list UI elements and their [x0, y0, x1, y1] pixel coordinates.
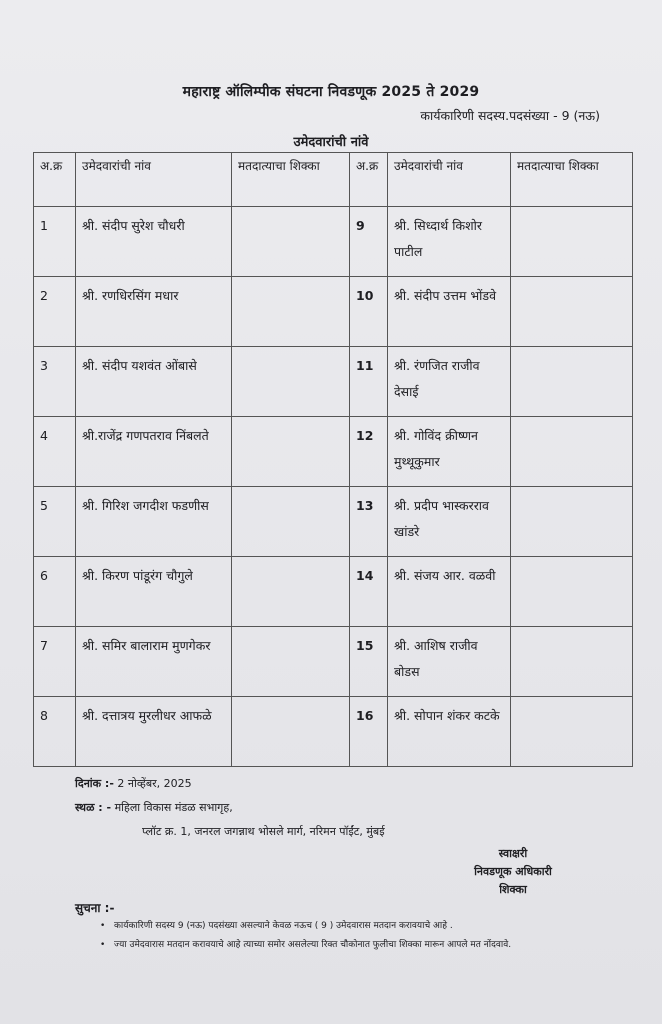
date-label: दिनांक :-	[75, 777, 114, 790]
table-row	[34, 487, 633, 557]
note-text: ज्या उमेदवारास मतदान करावयाचे आहे त्याच्या समोर असलेल्या रिक्त चौकोनात फुलीचा शिक्का मारून आपले मत नोंदवावे.	[114, 940, 512, 950]
signature-label: स्वाक्षरी	[498, 847, 528, 860]
returning-officer-label: निवडणूक अधिकारी	[474, 865, 552, 878]
candidate-name-cell: श्री. गोविंद क्रीष्णन मुथ्थूकुमार	[388, 417, 511, 487]
table-row	[34, 627, 633, 697]
candidate-name-cell: श्री. संदीप उत्तम भोंडवे	[388, 277, 511, 347]
header-serial-right: अ.क्र	[350, 153, 388, 207]
candidate-name-cell: श्री. संदीप सुरेश चौधरी	[76, 207, 232, 277]
stamp-box[interactable]	[232, 697, 350, 767]
serial-cell: 11	[350, 347, 388, 417]
notes-title: सुचना :-	[75, 901, 115, 915]
candidate-name-cell: श्री. आशिष राजीव बोडस	[388, 627, 511, 697]
table-row	[34, 207, 633, 277]
candidate-name-cell: श्री. संजय आर. वळवी	[388, 557, 511, 627]
stamp-box[interactable]	[511, 697, 633, 767]
page-title: महाराष्ट्र ऑलिम्पीक संघटना निवडणूक 2025 ते 2029	[182, 84, 480, 100]
serial-cell: 13	[350, 487, 388, 557]
candidates-heading: उमेदवारांची नांवे	[293, 135, 369, 150]
stamp-box[interactable]	[511, 207, 633, 277]
table-header-row	[34, 153, 633, 207]
candidate-name-cell: श्री. दत्तात्रय मुरलीधर आफळे	[76, 697, 232, 767]
serial-cell: 5	[34, 487, 76, 557]
place-value: महिला विकास मंडळ सभागृह,	[114, 801, 233, 814]
stamp-box[interactable]	[232, 627, 350, 697]
serial-cell: 14	[350, 557, 388, 627]
bullet-icon: •	[100, 921, 106, 931]
candidate-name-cell: श्री. प्रदीप भास्करराव खांडरे	[388, 487, 511, 557]
table-row	[34, 417, 633, 487]
candidate-name-cell: श्री. किरण पांडूरंग चौगुले	[76, 557, 232, 627]
serial-cell: 3	[34, 347, 76, 417]
table-row	[34, 697, 633, 767]
stamp-box[interactable]	[232, 347, 350, 417]
serial-cell: 8	[34, 697, 76, 767]
page-subtitle: कार्यकारिणी सदस्य.पदसंख्या - 9 (नऊ)	[420, 108, 600, 123]
candidate-name-cell: श्री. सोपान शंकर कटके	[388, 697, 511, 767]
candidate-name-cell: श्री.राजेंद्र गणपतराव निंबलते	[76, 417, 232, 487]
bullet-icon: •	[100, 940, 106, 950]
serial-cell: 10	[350, 277, 388, 347]
candidate-name-cell: श्री. समिर बालाराम मुणगेकर	[76, 627, 232, 697]
serial-cell: 16	[350, 697, 388, 767]
stamp-box[interactable]	[511, 627, 633, 697]
footer-date	[75, 776, 192, 791]
candidate-name-cell: श्री. गिरिश जगदीश फडणीस	[76, 487, 232, 557]
serial-cell: 15	[350, 627, 388, 697]
table-row	[34, 557, 633, 627]
stamp-box[interactable]	[511, 417, 633, 487]
note-text: कार्यकारिणी सदस्य 9 (नऊ) पदसंख्या असल्याने केवळ नऊच ( 9 ) उमेदवारास मतदान करावयाचे आहे .	[114, 921, 453, 931]
note-item	[100, 937, 511, 950]
stamp-box[interactable]	[232, 277, 350, 347]
footer-address: प्लॉट क्र. 1, जनरल जगन्नाथ भोसले मार्ग, नरिमन पॉईंट, मुंबई	[142, 825, 385, 838]
seal-label: शिक्का	[499, 883, 527, 896]
header-stamp-right: मतदात्याचा शिक्का	[511, 153, 633, 207]
footer-place	[75, 800, 233, 815]
table-row	[34, 277, 633, 347]
stamp-box[interactable]	[232, 207, 350, 277]
place-label: स्थळ : -	[75, 801, 112, 814]
serial-cell: 9	[350, 207, 388, 277]
candidates-table	[33, 152, 633, 767]
serial-cell: 1	[34, 207, 76, 277]
header-stamp-left: मतदात्याचा शिक्का	[232, 153, 350, 207]
stamp-box[interactable]	[511, 347, 633, 417]
candidate-name-cell: श्री. सिध्दार्थ किशोर पाटील	[388, 207, 511, 277]
candidate-name-cell: श्री. रणधिरसिंग मधार	[76, 277, 232, 347]
stamp-box[interactable]	[232, 487, 350, 557]
serial-cell: 4	[34, 417, 76, 487]
table-row	[34, 347, 633, 417]
serial-cell: 12	[350, 417, 388, 487]
header-name-left: उमेदवारांची नांव	[76, 153, 232, 207]
serial-cell: 7	[34, 627, 76, 697]
note-item	[100, 918, 453, 931]
stamp-box[interactable]	[232, 417, 350, 487]
stamp-box[interactable]	[511, 277, 633, 347]
date-value: 2 नोव्हेंबर, 2025	[117, 777, 192, 790]
serial-cell: 6	[34, 557, 76, 627]
stamp-box[interactable]	[511, 557, 633, 627]
serial-cell: 2	[34, 277, 76, 347]
candidate-name-cell: श्री. संदीप यशवंत ओंबासे	[76, 347, 232, 417]
header-serial-left: अ.क्र	[34, 153, 76, 207]
stamp-box[interactable]	[511, 487, 633, 557]
stamp-box[interactable]	[232, 557, 350, 627]
header-name-right: उमेदवारांची नांव	[388, 153, 511, 207]
candidate-name-cell: श्री. रंणजित राजीव देसाई	[388, 347, 511, 417]
